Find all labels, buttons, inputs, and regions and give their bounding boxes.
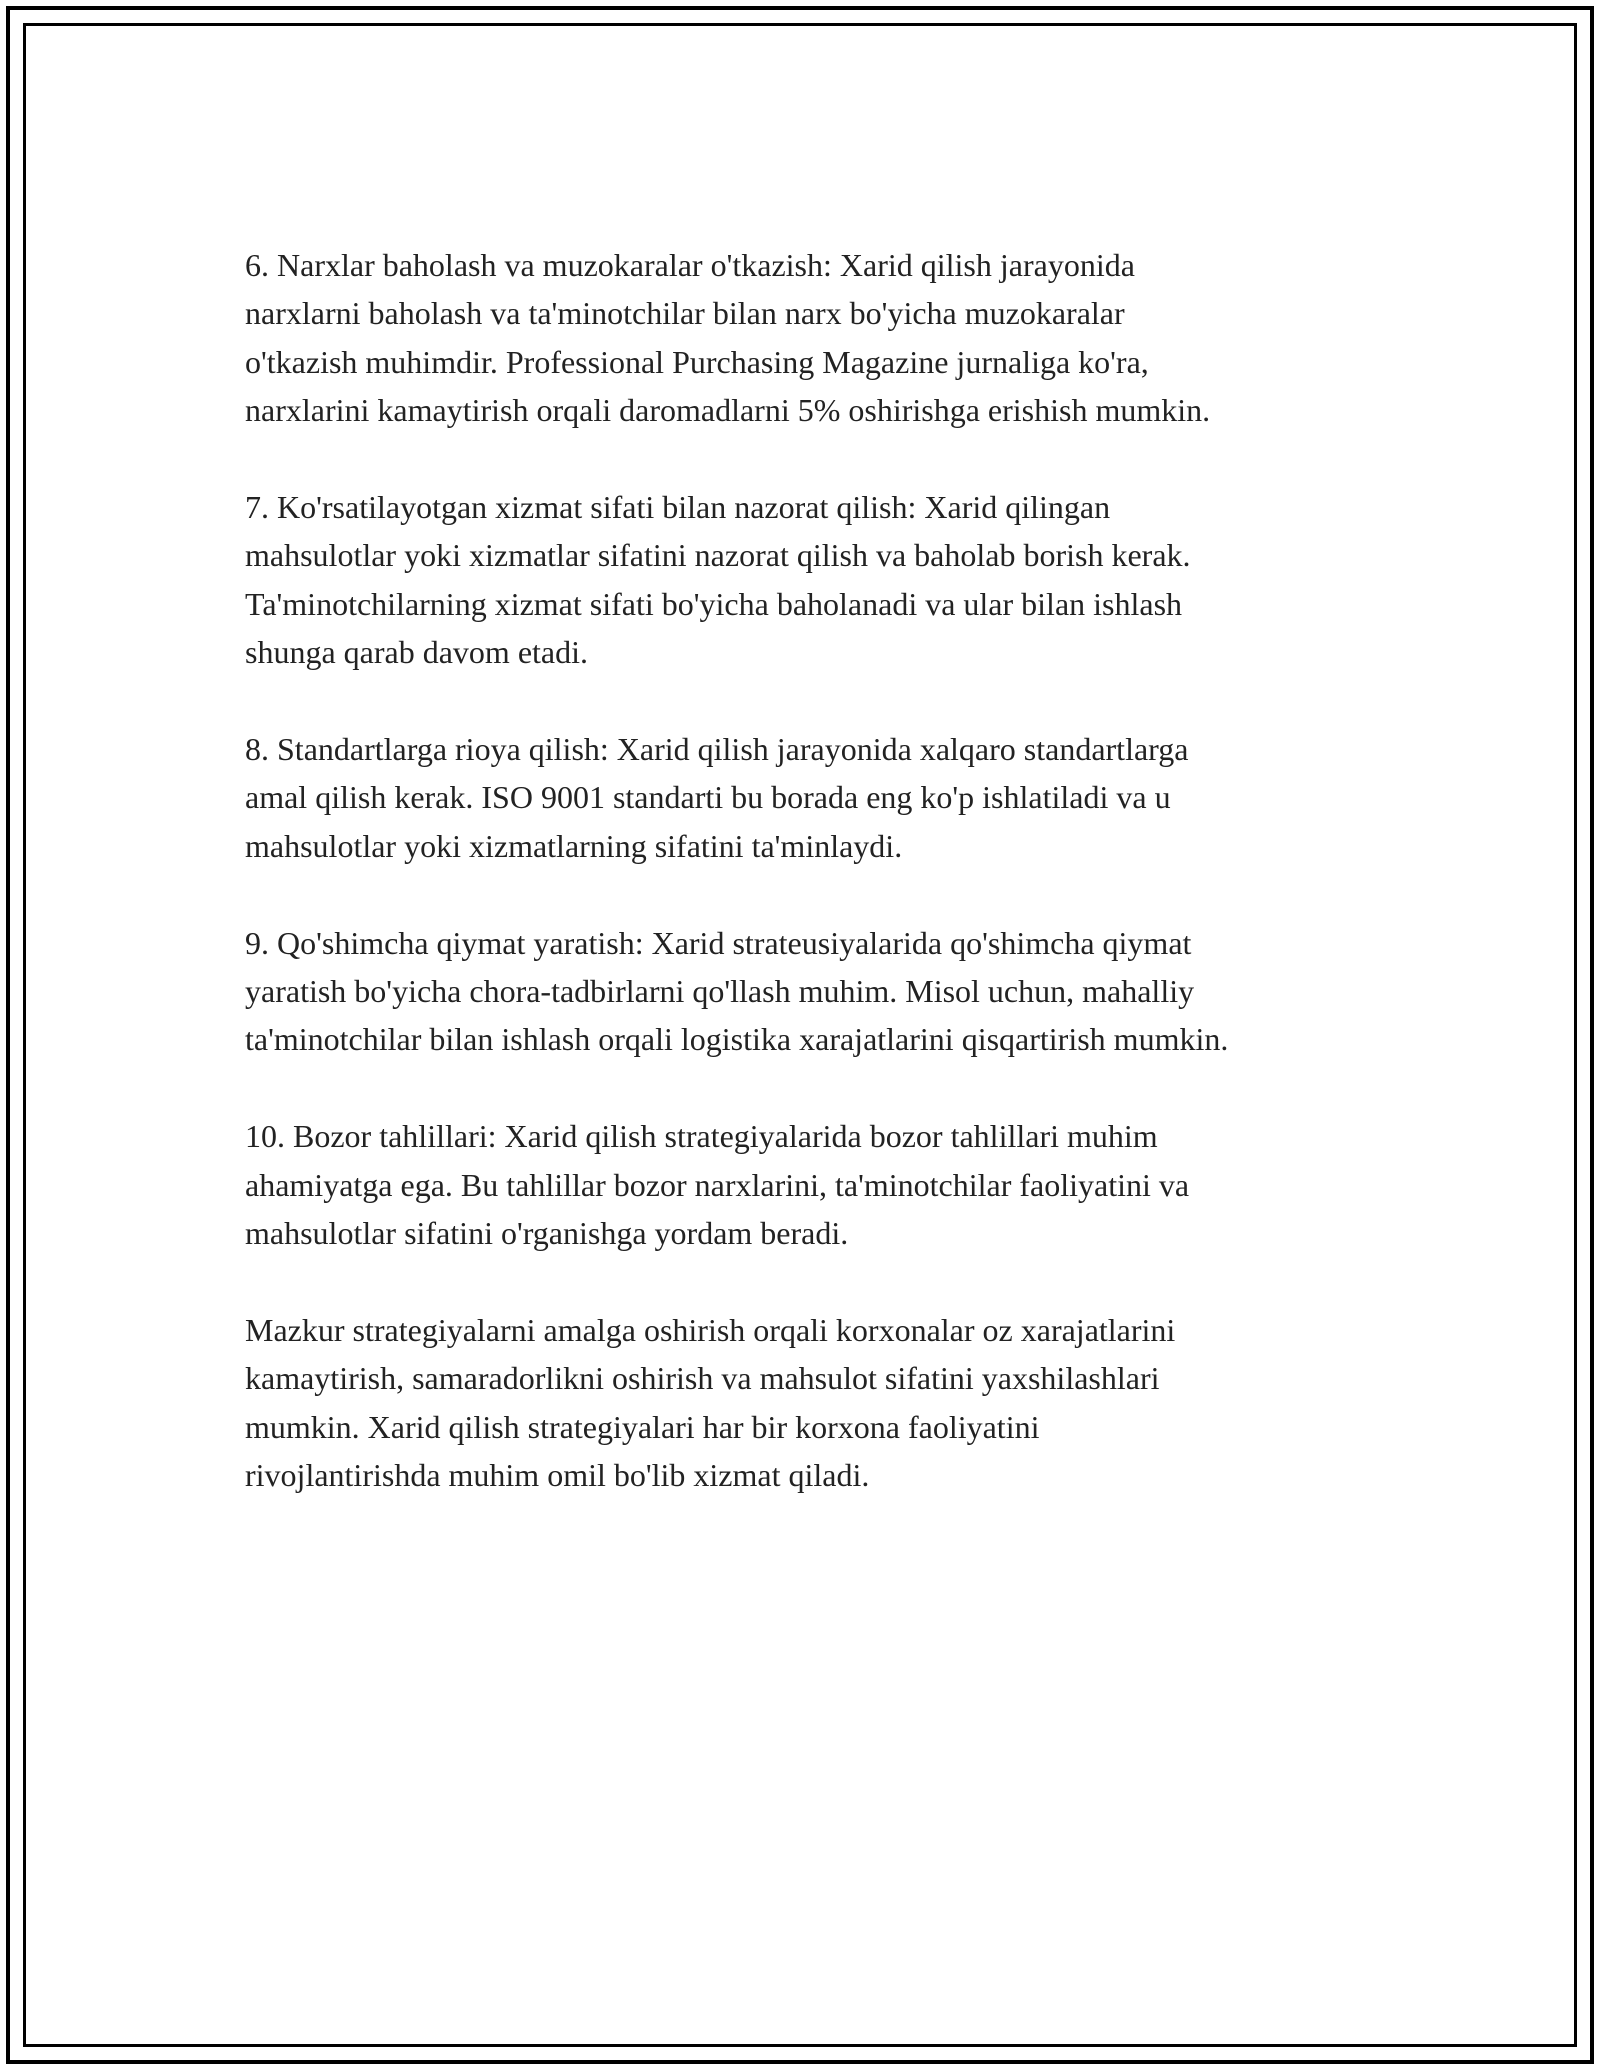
paragraph-conclusion: Mazkur strategiyalarni amalga oshirish orqali korxonalar oz xarajatlarini kamaytirish, samaradorlikni oshirish va mahsulot sifatini yaxshilashlari mumkin. Xarid qilish strategiyalari har bir korxona faoliyatini rivojlantirishda muhim omil bo'lib xizmat qiladi. [245,1311,1176,1494]
paragraph-10-market-analysis: 10. Bozor tahlillari: Xarid qilish strategiyalarida bozor tahlillari muhim ahamiyatga ega. Bu tahlillar bozor narxlarini, ta'minotchilar faoliyatini va mahsulotlar sifatini o'rganishga yordam beradi. [245,1118,1190,1252]
paragraph-6-price-negotiation: 6. Narxlar baholash va muzokaralar o'tkazish: Xarid qilish jarayonida narxlarni baholash va ta'minotchilar bilan narx bo'yicha muzokaralar o'tkazish muhimdir. Professional Purchasing Magazine jurnaliga ko'ra, narxlarini kamaytirish orqali daromadlarni 5% oshirishga erishish mumkin. [245,247,1211,429]
paragraph-9-added-value: 9. Qo'shimcha qiymat yaratish: Xarid strateusiyalarida qo'shimcha qiymat yaratish bo'yicha chora-tadbirlarni qo'llash muhim. Misol uchun, mahalliy ta'minotchilar bilan ishlash orqali logistika xarajatlarini qisqartirish mumkin. [245,924,1229,1058]
paragraph-7-service-quality: 7. Ko'rsatilayotgan xizmat sifati bilan nazorat qilish: Xarid qilingan mahsulotlar yoki xizmatlar sifatini nazorat qilish va baholab borish kerak. Ta'minotchilarning xizmat sifati bo'yicha baholanadi va ular bilan ishlash shunga qarab davom etadi. [245,489,1191,671]
paragraph-8-standards: 8. Standartlarga rioya qilish: Xarid qilish jarayonida xalqaro standartlarga amal qilish kerak. ISO 9001 standarti bu borada eng ko'p ishlatiladi va u mahsulotlar yoki xizmatlarning sifatini ta'minlaydi. [245,731,1189,864]
page-frame [6,6,1594,2064]
document-body [245,241,1405,1548]
